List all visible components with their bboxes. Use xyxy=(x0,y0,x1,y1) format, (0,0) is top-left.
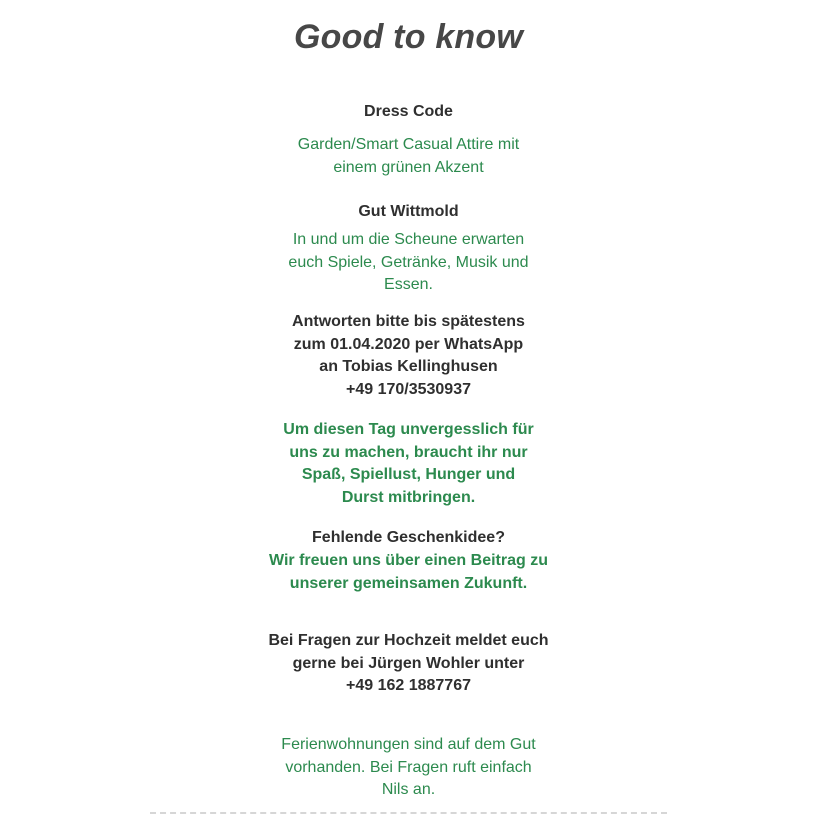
dress-code-heading: Dress Code xyxy=(364,103,453,120)
wish-text xyxy=(0,419,817,509)
venue-line: In und um die Scheune erwarten xyxy=(292,231,525,248)
apartments-line: Ferienwohnungen sind auf dem Gut xyxy=(281,736,536,753)
dress-code-text xyxy=(0,134,817,179)
gift-heading: Fehlende Geschenkidee? xyxy=(312,529,505,546)
dashed-divider xyxy=(150,812,667,814)
gift-line: Wir freuen uns über einen Beitrag zu xyxy=(268,552,548,569)
rsvp-line: zum 01.04.2020 per WhatsApp xyxy=(293,335,524,353)
rsvp-line: Antworten bitte bis spätestens xyxy=(292,313,525,330)
apartments-line: Nils an. xyxy=(381,781,436,798)
wish-line: Um diesen Tag unvergesslich für xyxy=(283,421,534,438)
apartments-line: vorhanden. Bei Fragen ruft einfach xyxy=(285,758,532,776)
venue-line: euch Spiele, Getränke, Musik und xyxy=(288,253,529,271)
questions-line: Bei Fragen zur Hochzeit meldet euch xyxy=(268,632,549,649)
wish-line: Durst mitbringen. xyxy=(341,488,476,506)
apartments-info xyxy=(0,734,817,802)
page-title: Good to know xyxy=(293,18,524,56)
rsvp-phone: +49 170/3530937 xyxy=(345,380,471,398)
venue-heading: Gut Wittmold xyxy=(358,203,459,220)
venue-text xyxy=(0,229,817,297)
questions-info xyxy=(0,630,817,698)
wish-line: Spaß, Spiellust, Hunger und xyxy=(301,466,516,483)
questions-line: gerne bei Jürgen Wohler unter xyxy=(292,654,525,672)
rsvp-line: an Tobias Kellinghusen xyxy=(319,358,498,375)
gift-text xyxy=(0,550,817,595)
rsvp-info xyxy=(0,311,817,401)
gift-line: unserer gemeinsamen Zukunft. xyxy=(289,574,528,592)
venue-line: Essen. xyxy=(384,276,433,293)
dress-code-line: Garden/Smart Casual Attire mit xyxy=(297,136,520,153)
questions-phone: +49 162 1887767 xyxy=(345,677,471,694)
dress-code-line: einem grünen Akzent xyxy=(333,158,484,176)
wish-line: uns zu machen, braucht ihr nur xyxy=(289,443,528,461)
